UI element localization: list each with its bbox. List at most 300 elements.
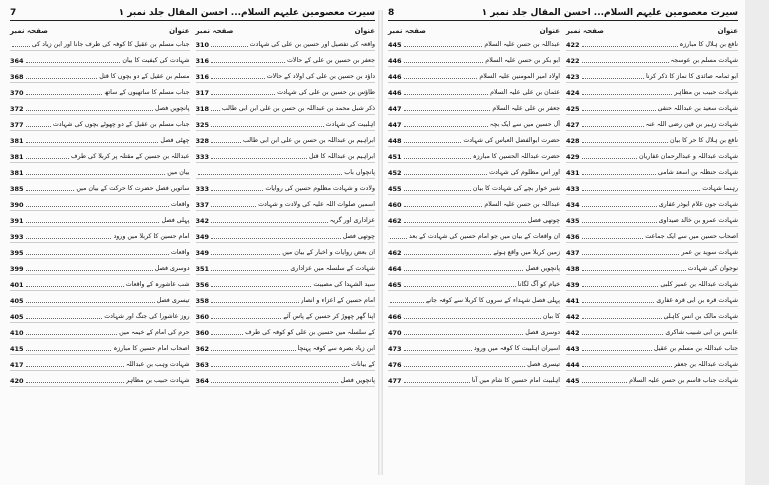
toc-entry-page: 360 xyxy=(195,329,210,337)
toc-entry-page: 429 xyxy=(566,153,580,161)
toc-entry xyxy=(566,131,738,147)
toc-entry-page: 460 xyxy=(388,201,402,209)
toc-entry xyxy=(196,243,376,259)
toc-columns xyxy=(10,24,375,387)
leader-dots xyxy=(211,254,280,255)
leader-dots xyxy=(26,222,160,223)
leader-dots xyxy=(211,334,243,335)
toc-entry xyxy=(566,147,738,163)
toc-entry xyxy=(10,227,190,243)
running-head xyxy=(388,8,738,21)
leader-dots xyxy=(582,174,656,175)
column-header xyxy=(196,27,376,35)
toc-entry xyxy=(388,227,560,243)
leader-dots xyxy=(211,350,295,351)
toc-entry-page: 477 xyxy=(388,377,402,385)
leader-dots xyxy=(404,62,484,63)
toc-entry xyxy=(196,227,376,243)
page-right xyxy=(388,8,738,478)
toc-entry-page: 349 xyxy=(195,233,210,241)
toc-entry-page: 442 xyxy=(566,313,580,321)
toc-entry-page: 448 xyxy=(388,137,402,145)
toc-entry-page: 446 xyxy=(388,73,402,81)
toc-entry-title: چوتھی فصل xyxy=(342,233,375,240)
toc-entry-page: 317 xyxy=(195,89,210,97)
toc-entry xyxy=(388,291,560,307)
toc-entry-title: عبداللہ بن حسن علیہ السلام xyxy=(484,41,560,48)
toc-entry-title: عبداللہ بن حسن علیہ السلام xyxy=(484,201,560,208)
column-header-page: صفحہ نمبر xyxy=(10,27,48,35)
leader-dots xyxy=(211,286,311,287)
leader-dots xyxy=(582,206,657,207)
toc-column xyxy=(196,24,376,387)
leader-dots xyxy=(26,62,121,63)
toc-entry xyxy=(388,131,560,147)
toc-entry-page: 427 xyxy=(566,121,580,129)
viewer-edge xyxy=(745,0,769,485)
leader-dots xyxy=(211,158,307,159)
toc-entry-title: طاؤس بن حسین بن علی کی شہادت xyxy=(277,89,375,96)
toc-entry-title: کے بیانات xyxy=(351,361,375,368)
column-header xyxy=(566,27,738,35)
toc-entry xyxy=(566,99,738,115)
toc-column xyxy=(566,24,738,387)
toc-entry-page: 433 xyxy=(566,185,580,193)
toc-entry-title: شہادت عبداللہ و عبدالرحمان غفاریان xyxy=(639,153,738,160)
toc-entry-title: اور اس مظلوم کی شہادت xyxy=(489,169,560,176)
toc-entry xyxy=(196,131,376,147)
leader-dots xyxy=(211,206,256,207)
toc-entry-title: اسمین صلوات اللہ علیہ کی ولادت و شہادت xyxy=(258,201,375,208)
toc-entry-page: 405 xyxy=(10,297,24,305)
toc-entry xyxy=(196,339,376,355)
leader-dots xyxy=(26,334,118,335)
toc-entry-title: شہادت حبیب بن مظاہر xyxy=(674,89,738,96)
toc-entry-page: 462 xyxy=(388,217,402,225)
toc-entry-page: 351 xyxy=(195,265,210,273)
toc-entry-page: 318 xyxy=(195,105,210,113)
leader-dots xyxy=(404,174,488,175)
toc-entry-page: 476 xyxy=(388,361,402,369)
toc-entry-title: شہادت عبداللہ بن عمیر کلبی xyxy=(660,281,738,288)
leader-dots xyxy=(404,46,483,47)
toc-entry-title: نوجوان کی شہادت xyxy=(687,265,738,272)
toc-entry-title: چوتھی فصل xyxy=(527,217,560,224)
toc-entry-title: کے سلسلہ میں حسین بن علی کو کوفہ کی طرف xyxy=(245,329,375,336)
toc-entry-page: 364 xyxy=(195,377,210,385)
leader-dots xyxy=(26,158,69,159)
toc-entry-title: عابس بن ابی شبیب شاکری xyxy=(665,329,738,336)
leader-dots xyxy=(198,174,343,175)
leader-dots xyxy=(582,238,644,239)
toc-entry-title: ابو بکر بن حسن علیہ السلام xyxy=(485,57,560,64)
toc-entry-page: 372 xyxy=(10,105,24,113)
toc-entry xyxy=(566,51,738,67)
toc-entry xyxy=(388,35,560,51)
toc-list xyxy=(566,35,738,387)
toc-entry xyxy=(388,67,560,83)
toc-columns xyxy=(388,24,738,387)
toc-entry xyxy=(388,83,560,99)
toc-entry-page: 370 xyxy=(10,89,24,97)
toc-entry-title: واقعات xyxy=(170,249,190,256)
toc-entry-page: 447 xyxy=(388,121,402,129)
toc-entry xyxy=(10,83,190,99)
toc-entry xyxy=(196,275,376,291)
toc-entry-page: 446 xyxy=(388,57,402,65)
toc-entry xyxy=(388,371,560,387)
toc-entry-page: 363 xyxy=(195,361,210,369)
toc-entry-page: 360 xyxy=(195,313,210,321)
leader-dots xyxy=(404,222,526,223)
leader-dots xyxy=(404,350,472,351)
column-header-page: صفحہ نمبر xyxy=(195,27,234,35)
toc-entry-page: 439 xyxy=(566,281,580,289)
toc-entry-title: سید الشہدا کی مصیبت xyxy=(313,281,375,288)
toc-entry xyxy=(10,323,190,339)
toc-entry-page: 342 xyxy=(195,217,210,225)
leader-dots xyxy=(26,254,169,255)
leader-dots xyxy=(582,158,637,159)
toc-entry xyxy=(196,163,376,179)
leader-dots xyxy=(390,238,407,239)
toc-entry-page: 395 xyxy=(10,249,24,257)
toc-entry-title: شہادت مسلم بن عوسجہ xyxy=(670,57,738,64)
leader-dots xyxy=(404,190,471,191)
toc-entry xyxy=(196,35,376,51)
leader-dots xyxy=(211,382,338,383)
toc-entry-title: ابراہیم بن عبداللہ کا قتل xyxy=(308,153,375,160)
toc-entry-page: 385 xyxy=(10,185,24,193)
toc-entry xyxy=(566,163,738,179)
toc-entry-page: 391 xyxy=(10,217,24,225)
toc-entry-title: مسلم بن عقیل کے دو بچوں کا قتل xyxy=(99,73,190,80)
toc-entry xyxy=(196,115,376,131)
toc-entry-title: واقعات xyxy=(170,201,190,208)
toc-entry-page: 470 xyxy=(388,329,402,337)
toc-column xyxy=(10,24,190,387)
toc-entry-title: حرم کی امام کے خیمہ میں xyxy=(119,329,190,336)
leader-dots xyxy=(404,334,524,335)
toc-entry-title: شہادت مالک بن انس کاہلی xyxy=(663,313,738,320)
toc-entry-page: 441 xyxy=(566,297,580,305)
toc-entry-title: ابراہیم بن عبداللہ بن حسن بن علی ابن ابی طالب xyxy=(242,137,375,144)
toc-entry-title: زمین کربلا میں واقع ہوئے xyxy=(493,249,560,256)
leader-dots xyxy=(582,350,652,351)
toc-entry-page: 437 xyxy=(566,249,580,257)
leader-dots xyxy=(582,270,686,271)
toc-entry xyxy=(196,83,376,99)
running-head xyxy=(10,8,375,21)
toc-entry-title: اصحاب حسین میں سے ایک جماعت xyxy=(645,233,738,240)
leader-dots xyxy=(582,318,662,319)
toc-entry-title: شہادت وہب بن عبداللہ xyxy=(126,361,190,368)
toc-entry xyxy=(388,51,560,67)
toc-entry-page: 434 xyxy=(566,201,580,209)
leader-dots xyxy=(582,366,672,367)
running-head-title: سیرت معصومین علیہم السلام... احسن المقال جلد نمبر ۱ xyxy=(481,8,738,18)
toc-entry-page: 438 xyxy=(566,265,580,273)
toc-entry xyxy=(10,291,190,307)
toc-entry-title: عثمان بن علی علیہ السلام xyxy=(490,89,560,96)
toc-entry xyxy=(196,51,376,67)
toc-entry-page: 390 xyxy=(10,201,24,209)
toc-entry xyxy=(388,355,560,371)
leader-dots xyxy=(404,366,526,367)
leader-dots xyxy=(26,382,124,383)
toc-entry-title: ابن زیاد بصرہ سے کوفہ پہنچا xyxy=(297,345,375,352)
toc-entry-page: 455 xyxy=(388,185,402,193)
toc-entry xyxy=(388,99,560,115)
toc-entry-page: 443 xyxy=(566,345,580,353)
toc-entry-page: 464 xyxy=(388,265,402,273)
toc-entry-title: ان واقعات کے بیان میں جو امام حسین کی شہادت کے بعد xyxy=(409,233,560,240)
toc-entry xyxy=(566,323,738,339)
toc-entry-page: 381 xyxy=(10,169,24,177)
toc-entry-page: 423 xyxy=(566,73,580,81)
toc-entry-title: خیام کو آگ لگانا xyxy=(517,281,560,288)
leader-dots xyxy=(582,78,644,79)
leader-dots xyxy=(582,110,656,111)
toc-entry xyxy=(196,211,376,227)
toc-entry-title: جعفر بن علی علیہ السلام xyxy=(492,105,560,112)
toc-entry-title: ان بعض روایات و اخبار کے بیان میں xyxy=(282,249,375,256)
leader-dots xyxy=(211,366,349,367)
toc-entry xyxy=(196,323,376,339)
leader-dots xyxy=(404,286,516,287)
toc-entry-title: نافع بن ہلال کا حر کا بیان xyxy=(669,137,738,144)
toc-entry xyxy=(10,195,190,211)
toc-entry-page: 452 xyxy=(388,169,402,177)
toc-entry-page: 358 xyxy=(195,297,210,305)
toc-entry-title: شیر خوار بچے کی شہادت کا بیان xyxy=(472,185,560,192)
leader-dots xyxy=(211,62,285,63)
toc-entry-title: جناب مسلم بن عقیل کے دو چھوٹے بچوں کی شہادت xyxy=(52,121,190,128)
toc-entry-title: ساتویں فصل حضرت کا حرکت کے بیان میں xyxy=(76,185,190,192)
leader-dots xyxy=(404,206,483,207)
toc-entry xyxy=(10,131,190,147)
toc-entry-page: 462 xyxy=(388,249,402,257)
leader-dots xyxy=(582,142,668,143)
toc-entry-page: 381 xyxy=(10,137,24,145)
leader-dots xyxy=(582,190,701,191)
toc-entry xyxy=(566,211,738,227)
toc-entry-page: 328 xyxy=(195,137,210,145)
leader-dots xyxy=(211,318,281,319)
toc-entry xyxy=(10,259,190,275)
toc-entry-title: نافع بن ہلال کا مبارزہ xyxy=(679,41,738,48)
toc-entry xyxy=(196,179,376,195)
toc-entry xyxy=(566,371,738,387)
toc-entry-title: پہلی فصل شہداء کے سروں کا کربلا سے کوفہ جانے xyxy=(425,297,560,304)
toc-entry-title: رہنما شہادت xyxy=(702,185,738,192)
toc-entry xyxy=(10,275,190,291)
toc-entry xyxy=(10,35,190,51)
leader-dots xyxy=(26,110,153,111)
column-header xyxy=(10,27,190,35)
toc-entry-title: شہادت زہیر بن قین رضی اللہ عنہ xyxy=(645,121,738,128)
toc-entry-title: عبداللہ بن حسین کے مقتلہ پر کربلا کی طرف xyxy=(70,153,190,160)
leader-dots xyxy=(582,382,628,383)
toc-entry-page: 424 xyxy=(566,89,580,97)
column-header-title: عنوان xyxy=(354,27,375,35)
toc-entry-title: اپنا گھر چھوڑ کر حسین کے پاس آئے xyxy=(283,313,375,320)
leader-dots xyxy=(211,46,248,47)
column-header xyxy=(388,27,560,35)
toc-entry-title: جناب مسلم کا ساتھیوں کے ساتھ xyxy=(104,89,190,96)
toc-entry-page: 442 xyxy=(566,329,580,337)
toc-list xyxy=(196,35,376,387)
toc-entry-title: تیسری فصل xyxy=(527,361,560,368)
toc-entry-page: 422 xyxy=(566,57,580,65)
toc-entry-title: بیان میں xyxy=(167,169,190,176)
toc-entry-title: شہادت جناب قاسم بن حسن علیہ السلام xyxy=(629,377,738,384)
toc-entry xyxy=(388,259,560,275)
toc-entry xyxy=(196,99,376,115)
leader-dots xyxy=(26,238,112,239)
leader-dots xyxy=(404,94,489,95)
toc-entry-page: 431 xyxy=(566,169,580,177)
column-header-page: صفحہ نمبر xyxy=(388,27,426,35)
toc-entry-title: اہلبیت امام حسین کا شام میں آنا xyxy=(471,377,560,384)
column-header-title: عنوان xyxy=(539,27,560,35)
running-head-title: سیرت معصومین علیہم السلام... احسن المقال جلد نمبر ۱ xyxy=(118,8,375,18)
leader-dots xyxy=(26,270,153,271)
toc-entry-page: 405 xyxy=(10,313,24,321)
toc-entry xyxy=(10,339,190,355)
toc-entry xyxy=(196,307,376,323)
leader-dots xyxy=(582,302,655,303)
toc-entry xyxy=(388,339,560,355)
leader-dots xyxy=(404,270,524,271)
toc-entry-page: 333 xyxy=(195,153,210,161)
toc-entry-title: شہادت حبیب بن مظاہر xyxy=(125,377,190,384)
toc-entry-page: 417 xyxy=(10,361,24,369)
toc-entry xyxy=(566,67,738,83)
toc-entry-title: شہادت جون غلام ابوذر غفاری xyxy=(658,201,738,208)
toc-entry-page: 446 xyxy=(388,89,402,97)
leader-dots xyxy=(211,270,288,271)
toc-column xyxy=(388,24,560,387)
toc-entry-page: 415 xyxy=(10,345,24,353)
toc-entry xyxy=(10,307,190,323)
toc-entry-page: 436 xyxy=(566,233,580,241)
toc-entry xyxy=(10,179,190,195)
toc-entry xyxy=(566,291,738,307)
leader-dots xyxy=(582,334,664,335)
toc-entry-page: 349 xyxy=(195,249,210,257)
leader-dots xyxy=(211,78,265,79)
toc-entry-title: شہادت کی کیفیت کا بیان xyxy=(122,57,190,64)
toc-entry-title: پہلی فصل xyxy=(161,217,190,224)
toc-entry xyxy=(388,243,560,259)
toc-entry-title: امام حسین کے اعزاء و انصار xyxy=(300,297,375,304)
toc-entry-page: 337 xyxy=(195,201,210,209)
toc-entry-title: دوسری فصل xyxy=(154,265,190,272)
toc-entry xyxy=(566,259,738,275)
toc-entry-page: 393 xyxy=(10,233,24,241)
toc-entry xyxy=(388,195,560,211)
leader-dots xyxy=(211,238,341,239)
toc-entry-title: پانچویں فصل xyxy=(525,265,560,272)
toc-entry xyxy=(388,147,560,163)
toc-entry-title: حضرت ابوالفضل العباس کی شہادت xyxy=(463,137,560,144)
toc-entry-title: پانچویں فصل xyxy=(154,105,190,112)
leader-dots xyxy=(26,190,75,191)
leader-dots xyxy=(404,382,470,383)
toc-entry-page: 316 xyxy=(195,73,210,81)
toc-entry-page: 422 xyxy=(566,41,580,49)
toc-entry-title: ولادت و شہادت مظلوم حسین کی روایات xyxy=(265,185,375,192)
toc-entry-title: روز عاشورا کی جنگ اور شہادت xyxy=(104,313,190,320)
toc-entry xyxy=(196,147,376,163)
toc-entry-title: جعفر بن حسین بن علی کے حالات xyxy=(286,57,375,64)
leader-dots xyxy=(26,366,124,367)
leader-dots xyxy=(582,46,678,47)
toc-entry-title: شہادت سوید بن عمر xyxy=(681,249,738,256)
leader-dots xyxy=(404,78,478,79)
leader-dots xyxy=(211,126,324,127)
toc-entry-page: 445 xyxy=(566,377,580,385)
toc-entry-title: اولاد امیر المومنین علیہ السلام xyxy=(479,73,560,80)
toc-entry xyxy=(388,179,560,195)
column-header-page: صفحہ نمبر xyxy=(566,27,604,35)
toc-entry-page: 377 xyxy=(10,121,24,129)
toc-entry-title: داؤد بن حسین بن علی کی اولاد کے حالات xyxy=(266,73,375,80)
toc-entry xyxy=(10,163,190,179)
toc-entry-page: 401 xyxy=(10,281,24,289)
toc-entry-title: تیسری فصل xyxy=(156,297,190,304)
toc-entry-page: 473 xyxy=(388,345,402,353)
toc-entry-title: ذکر شبل محمد بن عبداللہ بن حسن بن علی ابن ابی طالب xyxy=(221,105,375,112)
leader-dots xyxy=(404,254,492,255)
toc-entry xyxy=(10,243,190,259)
toc-entry xyxy=(566,243,738,259)
toc-entry-page: 368 xyxy=(10,73,24,81)
toc-entry xyxy=(196,355,376,371)
page-left xyxy=(10,8,375,478)
page-number: 7 xyxy=(10,8,17,18)
toc-entry-page: 399 xyxy=(10,265,24,273)
toc-entry-page: 447 xyxy=(388,105,402,113)
toc-entry xyxy=(388,323,560,339)
column-header-title: عنوان xyxy=(169,27,190,35)
toc-entry-page: 310 xyxy=(195,41,210,49)
leader-dots xyxy=(26,206,169,207)
toc-entry xyxy=(566,115,738,131)
toc-entry-title: شہادت عبداللہ بن جعفر xyxy=(673,361,738,368)
leader-dots xyxy=(26,350,112,351)
toc-entry xyxy=(10,147,190,163)
toc-entry xyxy=(566,355,738,371)
toc-list xyxy=(10,35,190,387)
toc-entry-title: شہادت کے سلسلہ میں عزاداری xyxy=(290,265,375,272)
toc-entry-title: شہادت عمرو بن خالد صیداوی xyxy=(658,217,738,224)
leader-dots xyxy=(582,126,644,127)
toc-entry xyxy=(10,355,190,371)
toc-entry xyxy=(566,195,738,211)
toc-entry xyxy=(10,67,190,83)
leader-dots xyxy=(404,318,541,319)
leader-dots xyxy=(211,142,241,143)
leader-dots xyxy=(390,302,424,303)
toc-entry-title: شہادت حنظلہ بن اسعد شامی xyxy=(657,169,738,176)
toc-entry-page: 444 xyxy=(566,361,580,369)
toc-entry-page: 425 xyxy=(566,105,580,113)
leader-dots xyxy=(211,302,298,303)
toc-entry-title: جناب عبداللہ بن مسلم بن عقیل xyxy=(653,345,738,352)
toc-entry-page: 316 xyxy=(195,57,210,65)
